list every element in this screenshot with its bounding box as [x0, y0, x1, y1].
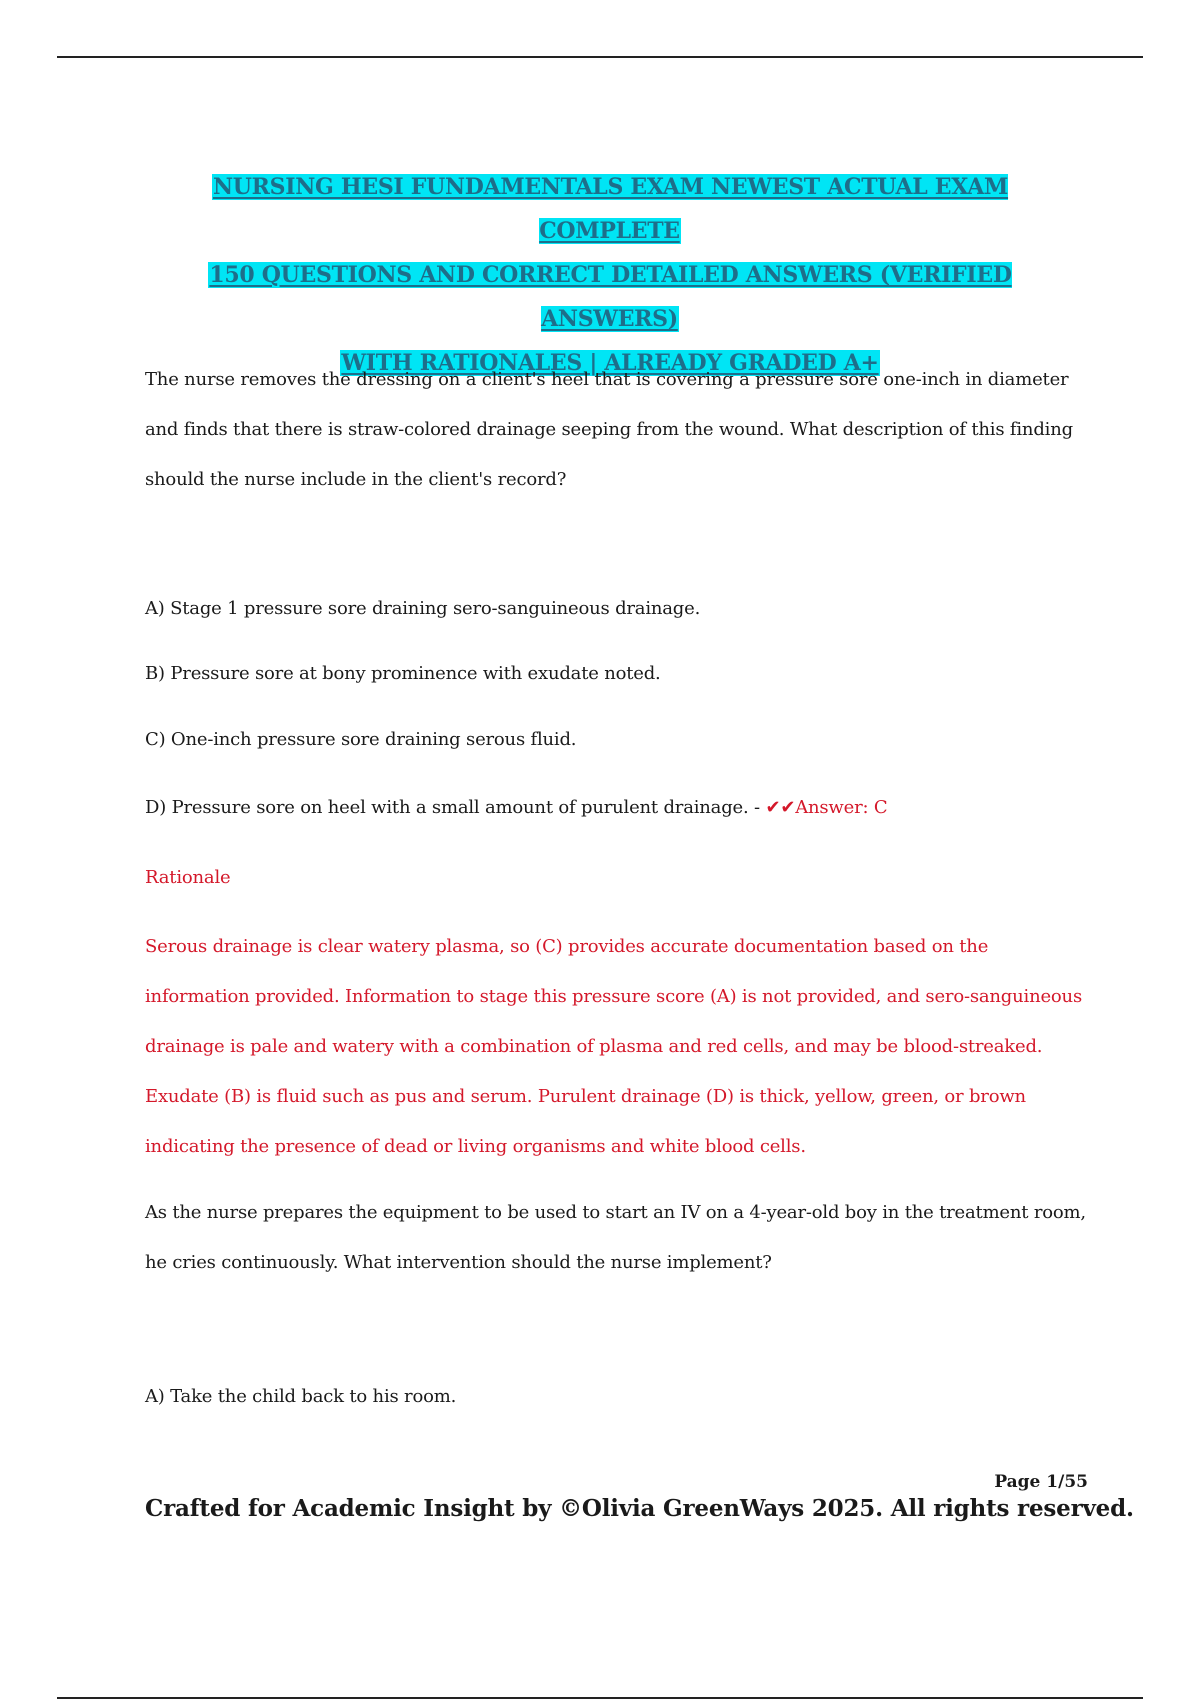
- question-1-text: The nurse removes the dressing on a client's heel that is covering a pressure sore one-inch in diameter and finds that there is straw-colored drainage seeping from the wound. What description of this finding should the nurse include in the client's record?: [145, 369, 1073, 490]
- title-line-2: 150 QUESTIONS AND CORRECT DETAILED ANSWERS (VERIFIED ANSWERS): [209, 262, 1012, 332]
- bottom-rule: [57, 1697, 1143, 1699]
- page-number: Page 1/55: [994, 1472, 1088, 1492]
- question-2-text: As the nurse prepares the equipment to be used to start an IV on a 4-year-old boy in the treatment room, he cries continuously. What intervention should the nurse implement?: [145, 1202, 1086, 1273]
- question-1-option-b: B) Pressure sore at bony prominence with exudate noted.: [145, 663, 661, 684]
- title-line-3: WITH RATIONALES | ALREADY GRADED A+: [341, 350, 879, 376]
- top-rule: [57, 56, 1143, 58]
- title-line-1: NURSING HESI FUNDAMENTALS EXAM NEWEST ACTUAL EXAM COMPLETE: [212, 174, 1009, 244]
- rationale-text: Serous drainage is clear watery plasma, so (C) provides accurate documentation based on the information provided. Information to stage this pressure score (A) is not provided, and sero-sanguineous drainage is pale and watery with a combination of plasma and red cells, and may be blood-streaked. Exudate (B) is fluid such as pus and serum. Purulent drainage (D) is thick, yellow, green, or brown indicating the presence of dead or living organisms and white blood cells.: [145, 936, 1082, 1157]
- option-d-text: D) Pressure sore on heel with a small amount of purulent drainage. -: [145, 797, 766, 818]
- rationale-label: Rationale: [145, 867, 231, 888]
- answer-mark: ✔✔Answer: C: [765, 797, 888, 818]
- question-1-option-d: [145, 797, 887, 818]
- footer-copyright: Crafted for Academic Insight by ©Olivia GreenWays 2025. All rights reserved.: [145, 1495, 1134, 1522]
- question-2-option-a: A) Take the child back to his room.: [145, 1386, 457, 1407]
- question-1-option-a: A) Stage 1 pressure sore draining sero-sanguineous drainage.: [145, 598, 701, 619]
- question-1-option-c: C) One-inch pressure sore draining serous fluid.: [145, 729, 577, 750]
- document-title: [140, 165, 1080, 385]
